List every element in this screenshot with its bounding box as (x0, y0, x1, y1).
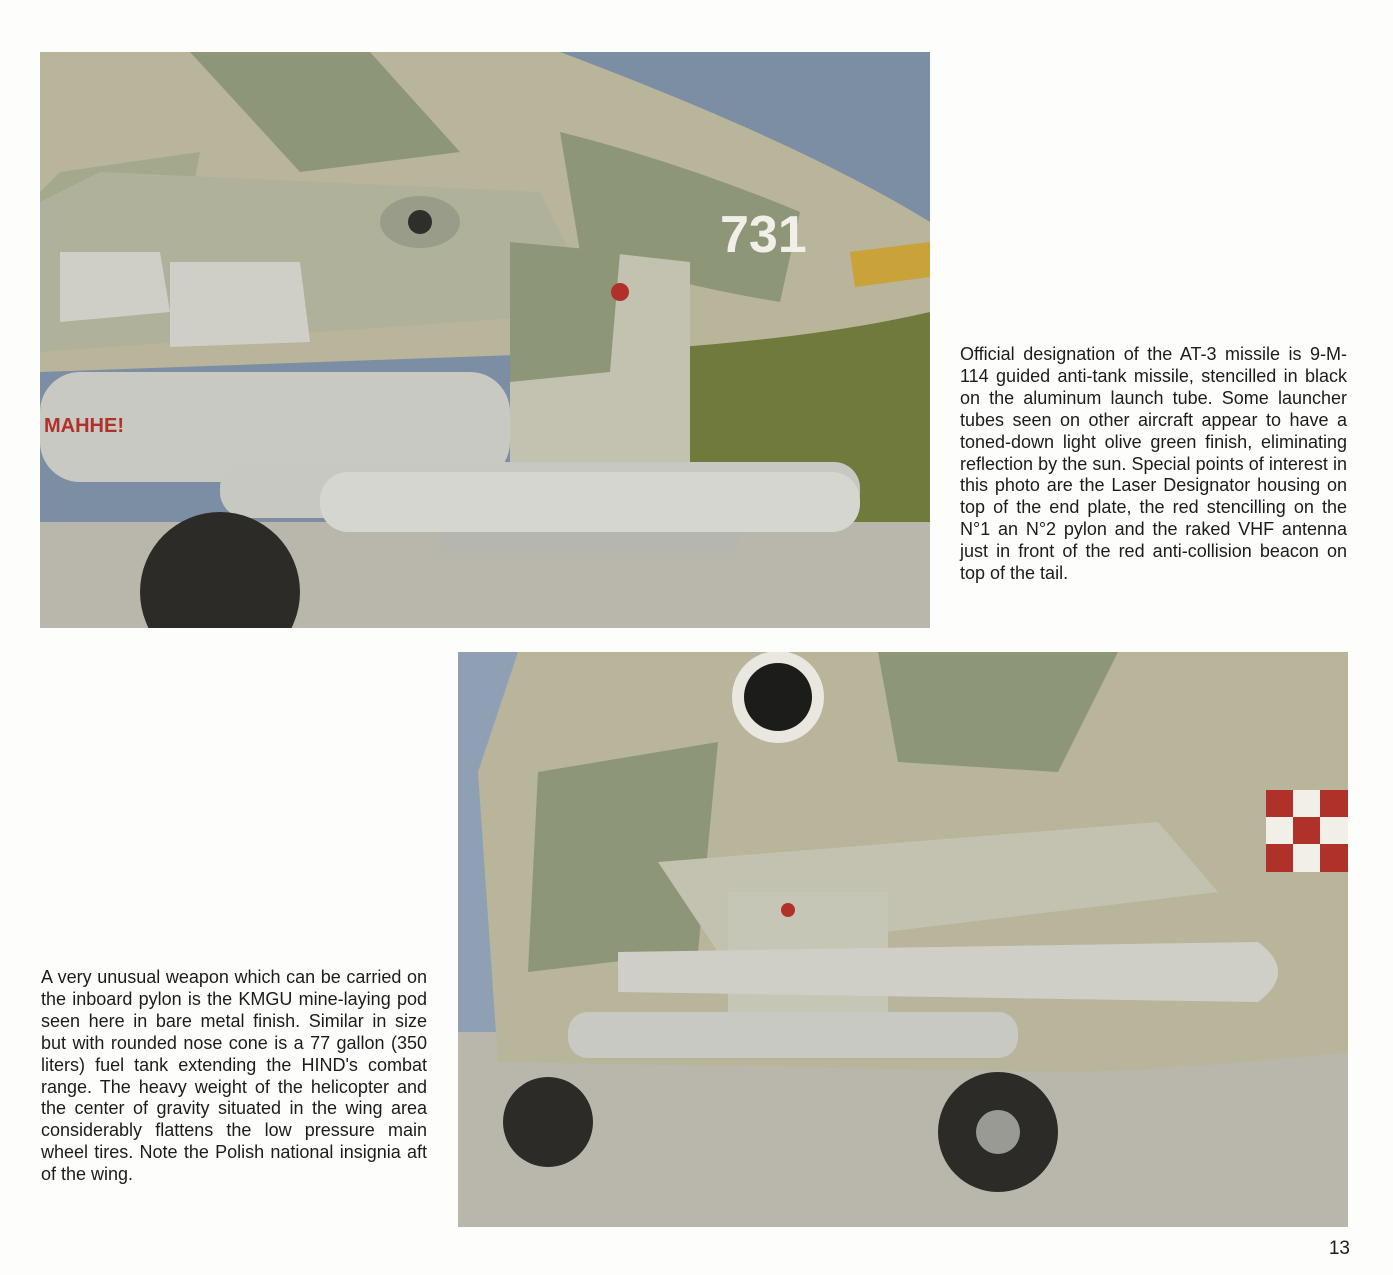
camo-patch (528, 742, 718, 972)
launcher-rail (440, 532, 740, 552)
photo-kmgu-pod (458, 652, 1348, 1227)
camo-patch (510, 242, 620, 382)
pod-stencil: MAHHE! (44, 415, 124, 437)
photo-at3-missile-launcher (40, 52, 930, 628)
designator-lens (408, 210, 432, 234)
red-beacon (781, 903, 795, 917)
wheel-hub (976, 1110, 1020, 1154)
intake-opening (744, 663, 812, 731)
nose-wheel (503, 1077, 593, 1167)
kmgu-pod (568, 1012, 1018, 1058)
caption-at3-missile: Official designation of the AT-3 missile is 9-M-114 guided anti-tank missile, stencilled in black on the aluminum launch tube. Some launcher tubes seen on other aircraft appear to have a toned-down light olive green finish, eliminating reflection by the sun. Special points of interest in this photo are the Laser Designator housing on top of the end plate, the red stencilling on the N°1 an N°2 pylon and the raked VHF antenna just in front of the red anti-collision beacon on top of the tail. (960, 344, 1347, 584)
polish-national-insignia (1266, 790, 1348, 872)
page-number: 13 (1328, 1238, 1350, 1259)
kmgu-pod-illustration (458, 652, 1348, 1227)
caption-kmgu-pod: A very unusual weapon which can be carried on the inboard pylon is the KMGU mine-laying pod seen here in bare metal finish. Similar in size but with rounded nose cone is a 77 gallon (350 liters) fuel tank extending the HIND's combat range. The heavy weight of the helicopter and the center of gravity situated in the wing area considerably flattens the low pressure main wheel tires. Note the Polish national insignia aft of the wing. (41, 967, 427, 1185)
tail-number: 731 (720, 206, 807, 264)
red-beacon (611, 283, 629, 301)
pylon-2 (170, 262, 310, 347)
at3-launcher-illustration (40, 52, 930, 628)
missile-tube-2 (320, 472, 860, 532)
pylon-1 (60, 252, 170, 322)
fuel-tank (618, 942, 1278, 1002)
